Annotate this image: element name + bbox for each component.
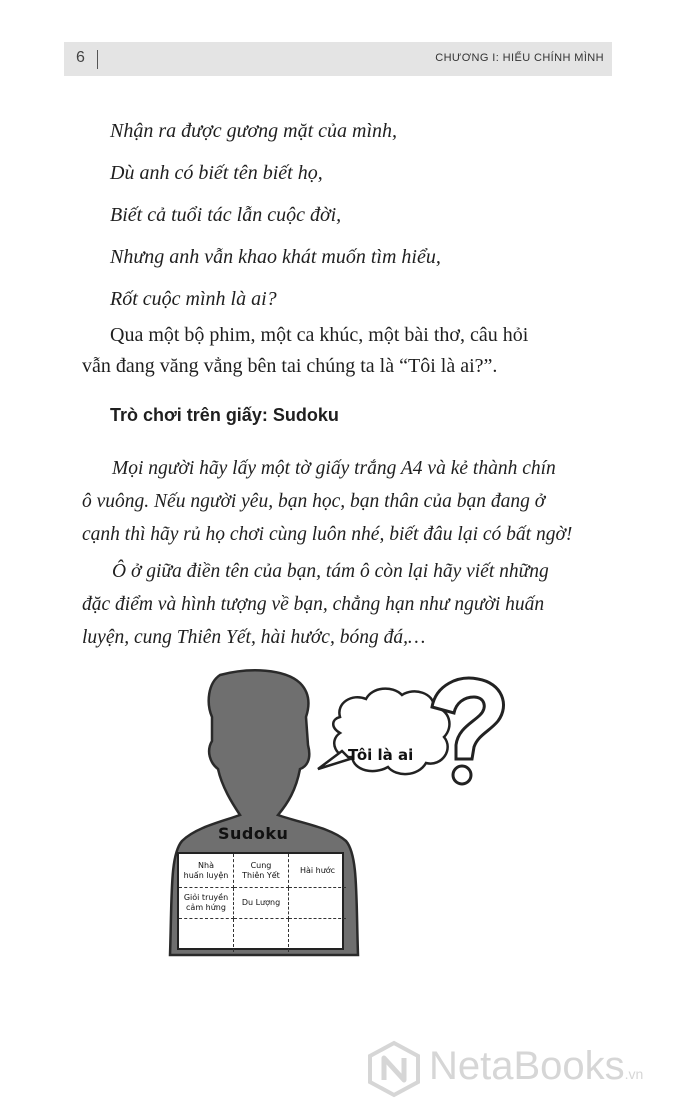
poem-line: Biết cả tuổi tác lẫn cuộc đời, [110,204,342,226]
watermark-brand: NetaBooks [429,1044,625,1088]
grid-cell [289,919,346,952]
paragraph-line: Qua một bộ phim, một ca khúc, một bài thơ, câu hỏi [110,324,529,346]
netabooks-logo-icon [365,1040,423,1098]
paragraph-line: Mọi người hãy lấy một tờ giấy trắng A4 và kẻ thành chín [112,458,556,479]
grid-cell [179,919,234,952]
grid-cell [234,919,289,952]
grid-cell: Cung Thiên Yết [234,854,289,888]
instruction-paragraph-1 [82,452,622,551]
watermark [365,1040,695,1100]
running-header [64,42,612,76]
grid-cell: Hài hước [289,854,346,888]
poem-line: Dù anh có biết tên biết họ, [110,162,323,184]
header-divider [97,50,98,69]
grid-cell [289,888,346,919]
paragraph-line: ô vuông. Nếu người yêu, bạn học, bạn thân của bạn đang ở [82,491,546,512]
poem-line: Nhận ra được gương mặt của mình, [110,120,398,142]
grid-cell: Nhà huấn luyện [179,854,234,888]
paragraph-line: luyện, cung Thiên Yết, hài hước, bóng đá,… [82,627,426,648]
sudoku-grid [177,852,344,950]
sudoku-title: Sudoku [218,824,289,843]
poem-line: Rốt cuộc mình là ai? [110,288,277,310]
paragraph-line: cạnh thì hãy rủ họ chơi cùng luôn nhé, biết đâu lại có bất ngờ! [82,524,573,545]
paragraph-line: vẫn đang văng vẳng bên tai chúng ta là “Tôi là ai?”. [82,355,498,377]
page-number: 6 [76,49,85,66]
watermark-suffix: .vn [624,1066,644,1082]
chapter-title: CHƯƠNG I: HIỂU CHÍNH MÌNH [435,52,604,64]
grid-cell: Giỏi truyền cảm hứng [179,888,234,919]
watermark-text [429,1044,643,1089]
grid-cell: Du Lượng [234,888,289,919]
paragraph-line: đặc điểm và hình tượng về bạn, chẳng hạn như người huấn [82,594,545,615]
poem-block [110,110,441,320]
thought-bubble-text: Tôi là ai [348,746,414,764]
section-heading: Trò chơi trên giấy: Sudoku [110,405,339,425]
poem-line: Nhưng anh vẫn khao khát muốn tìm hiểu, [110,246,441,268]
instruction-paragraph-2 [82,555,622,654]
paragraph-line: Ô ở giữa điền tên của bạn, tám ô còn lại hãy viết những [112,561,549,582]
intro-paragraph [82,320,618,382]
